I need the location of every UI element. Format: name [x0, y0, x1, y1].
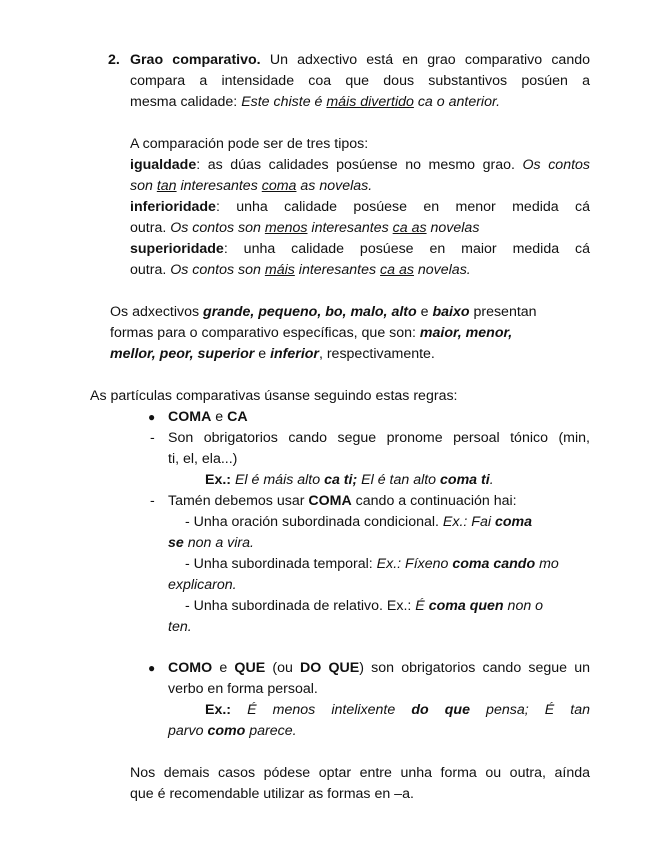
superioridade-line1: superioridade: unha calidade posúese en maior medida cá [130, 241, 590, 257]
inferioridade-line1: inferioridade: unha calidade posúese en menor medida cá [130, 199, 590, 215]
bullet1-title: COMA e CA [168, 409, 248, 425]
section-title: Grao comparativo. [130, 52, 261, 68]
bullet1-example: Ex.: El é máis alto ca ti; El é tan alto coma ti. [205, 472, 494, 488]
bullet-icon: ● [148, 410, 156, 424]
section-intro-line1: Grao comparativo. Un adxectivo está en grao comparativo cando [130, 52, 590, 68]
bullet1-rule2: Tamén debemos usar COMA cando a continuación hai: [168, 493, 517, 509]
bullet2-line1: COMO e QUE (ou DO QUE) son obrigatorios cando segue un [168, 660, 591, 676]
section-intro-line2: compara a intensidade coa que dous substantivos posúen a [130, 73, 590, 89]
sub3-line2: ten. [168, 619, 192, 635]
bullet1-rule1-line2: ti, el, ela...) [168, 451, 238, 467]
bullet2-example-line1: Ex.: É menos intelixente do que pensa; É tan [205, 702, 591, 718]
types-heading: A comparación pode ser de tres tipos: [130, 136, 369, 152]
bullet1-rule1-line1: Son obrigatorios cando segue pronome persoal tónico (min, [168, 430, 590, 446]
sub1-line1: - Unha oración subordinada condicional. Ex.: Fai coma [185, 514, 533, 530]
igualdade-line1: igualdade: as dúas calidades posúense no mesmo grao. Os contos [130, 157, 591, 173]
irregular-line2: formas para o comparativo específicas, que son: maior, menor, [110, 325, 513, 341]
dash-marker: - [150, 493, 155, 509]
igualdade-line2: son tan interesantes coma as novelas. [130, 178, 373, 194]
bullet-icon: ● [148, 661, 156, 675]
closing-line1: Nos demais casos pódese optar entre unha forma ou outra, aínda [130, 765, 590, 781]
bullet2-line2: verbo en forma persoal. [168, 681, 318, 697]
section-number: 2. [108, 52, 120, 68]
bullet2-example-line2: parvo como parece. [168, 723, 297, 739]
sub1-line2: se non a vira. [168, 535, 254, 551]
irregular-line1: Os adxectivos grande, pequeno, bo, malo, alto e baixo presentan [110, 304, 537, 320]
irregular-line3: mellor, peor, superior e inferior, respectivamente. [110, 346, 435, 362]
closing-line2: que é recomendable utilizar as formas en –a. [130, 786, 414, 802]
sub2-line1: - Unha subordinada temporal: Ex.: Fíxeno coma cando mo [185, 556, 559, 572]
superioridade-line2: outra. Os contos son máis interesantes ca as novelas. [130, 262, 471, 278]
inferioridade-line2: outra. Os contos son menos interesantes ca as novelas [130, 220, 480, 236]
particles-heading: As partículas comparativas úsanse seguindo estas regras: [90, 388, 458, 404]
sub2-line2: explicaron. [168, 577, 237, 593]
section-intro-line3: mesma calidade: Este chiste é máis divertido ca o anterior. [130, 94, 501, 110]
sub3-line1: - Unha subordinada de relativo. Ex.: É coma quen non o [185, 598, 544, 614]
dash-marker: - [150, 430, 155, 446]
